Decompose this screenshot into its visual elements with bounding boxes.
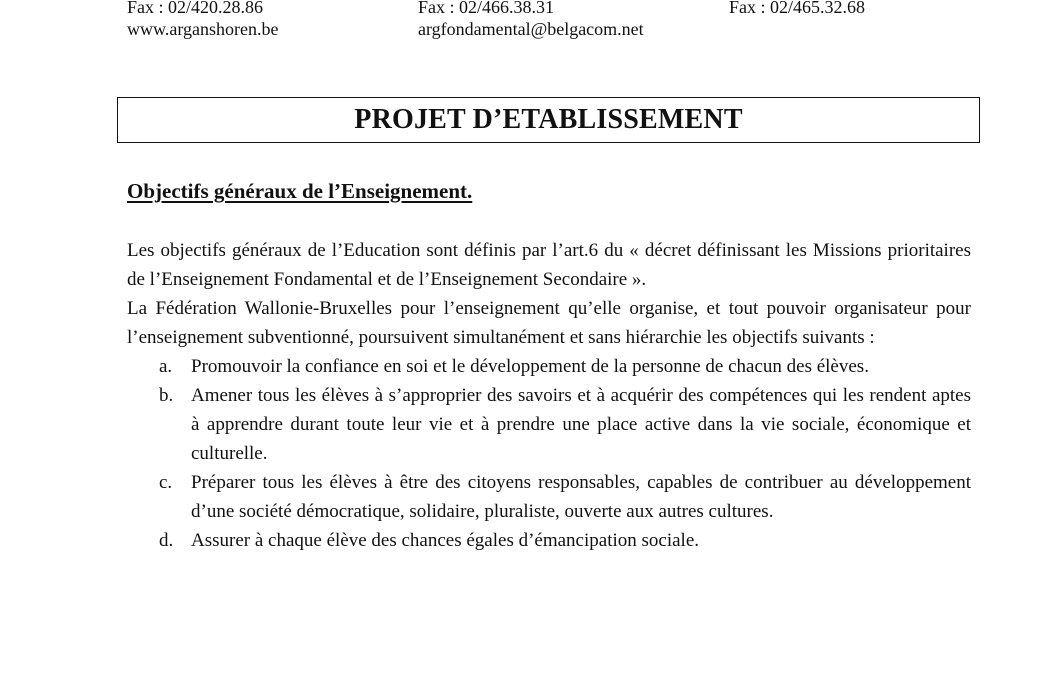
fax-number-2: Fax : 02/466.38.31	[418, 0, 555, 17]
list-item-text: Promouvoir la confiance en soi et le développement de la personne de chacun des élèves.	[191, 356, 869, 377]
list-item-text: Amener tous les élèves à s’approprier des savoirs et à acquérir des compétences qui les rendent aptes à apprendre durant toute leur vie et à prendre une place active dans la vie sociale, économique et culturelle.	[191, 385, 971, 464]
website-url[interactable]: www.arganshoren.be	[127, 19, 279, 39]
objectives-list	[127, 352, 971, 555]
fax-number-3: Fax : 02/465.32.68	[729, 0, 866, 17]
list-marker: a.	[159, 356, 173, 377]
section-body	[127, 236, 971, 555]
list-marker: b.	[159, 385, 174, 406]
list-marker: c.	[159, 472, 173, 493]
section-heading: Objectifs généraux de l’Enseignement.	[127, 179, 473, 203]
list-item-a	[127, 352, 971, 381]
list-item-text: Préparer tous les élèves à être des citoyens responsables, capables de contribuer au développement d’une société démocratique, solidaire, pluraliste, ouverte aux autres cultures.	[191, 472, 971, 522]
list-marker: d.	[159, 530, 174, 551]
list-item-d	[127, 526, 971, 555]
paragraph-objectives: La Fédération Wallonie-Bruxelles pour l’enseignement qu’elle organise, et tout pouvoir organisateur pour l’enseignement subventionné, poursuivent simultanément et sans hiérarchie les objectifs suivants :	[127, 298, 971, 348]
list-item-text: Assurer à chaque élève des chances égales d’émancipation sociale.	[191, 530, 700, 551]
fax-number-1: Fax : 02/420.28.86	[127, 0, 264, 17]
paragraph-intro: Les objectifs généraux de l’Education sont définis par l’art.6 du « décret définissant les Missions prioritaires de l’Enseignement Fondamental et de l’Enseignement Secondaire ».	[127, 240, 971, 290]
list-item-b	[127, 381, 971, 468]
document-title: PROJET D’ETABLISSEMENT	[117, 97, 980, 143]
email-address[interactable]: argfondamental@belgacom.net	[418, 19, 644, 39]
list-item-c	[127, 468, 971, 526]
